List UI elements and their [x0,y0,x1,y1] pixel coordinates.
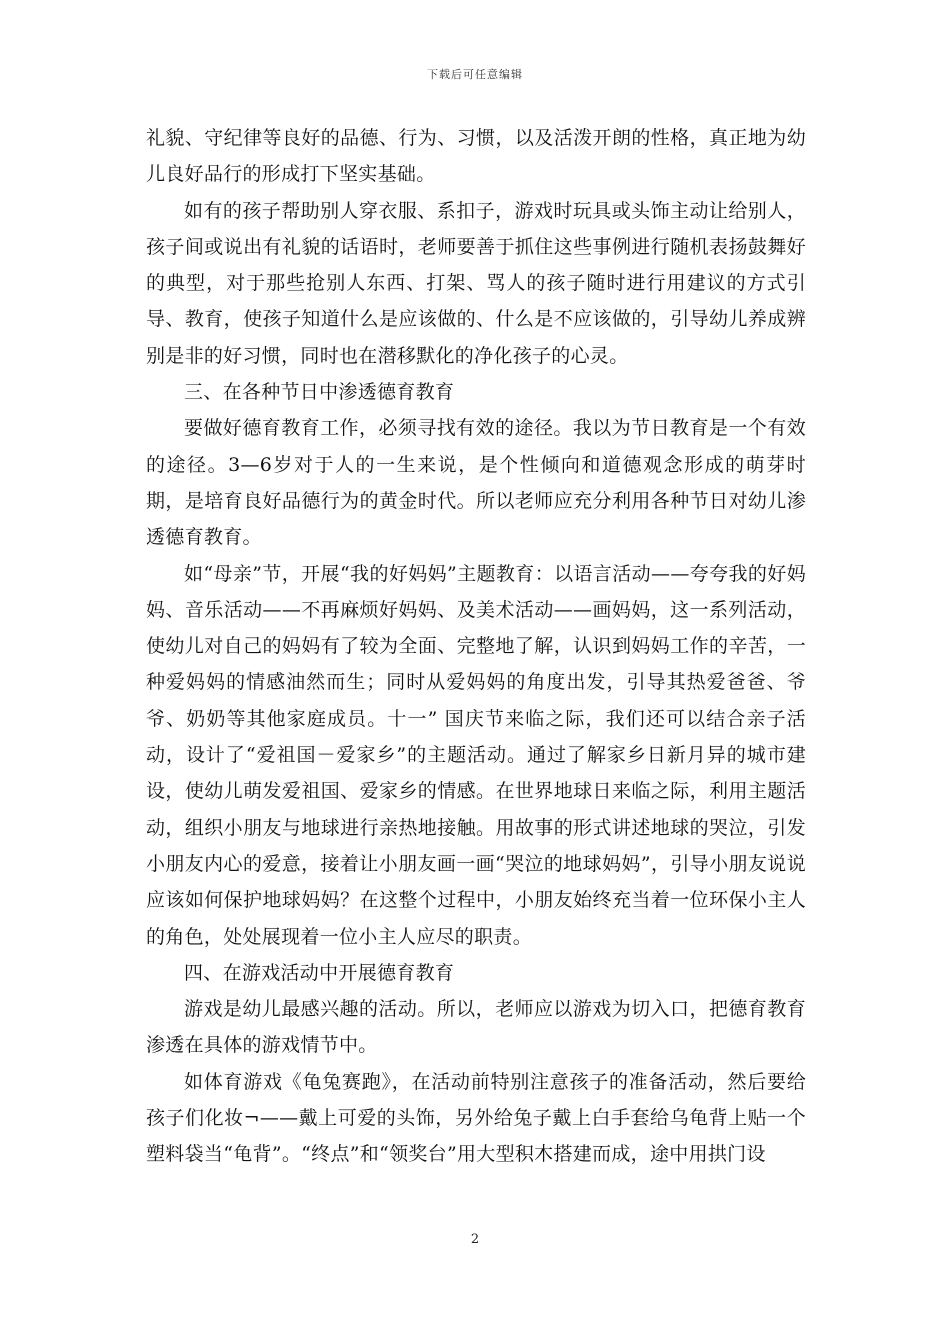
page-number: 2 [470,1232,480,1247]
paragraph-4: 要做好德育教育工作，必须寻找有效的途径。我以为节日教育是一个有效的途径。3—6岁对于人的一生来说，是个性倾向和道德观念形成的萌芽时期，是培育良好品德行为的黄金时代。所以老师应充分利用各种节日对幼儿渗透德育教育。 [146,417,806,549]
section-heading-3: 三、在各种节日中渗透德育教育 [184,381,455,404]
paragraph-7: 游戏是幼儿最感兴趣的活动。所以，老师应以游戏为切入口，把德育教育渗透在具体的游戏情节中。 [146,998,806,1057]
page-header: 下载后可任意编辑 [427,68,523,81]
section-heading-4: 四、在游戏活动中开展德育教育 [184,961,455,984]
paragraph-5: 如“母亲”节，开展“我的好妈妈”主题教育：以语言活动——夸夸我的好妈妈、音乐活动——不再麻烦好妈妈、及美术活动——画妈妈，这一系列活动，使幼儿对自己的妈妈有了较为全面、完整地了解，认识到妈妈工作的辛苦，一种爱妈妈的情感油然而生；同时从爱妈妈的角度出发，引导其热爱爸爸、爷爷、奶奶等其他家庭成员。十一” 国庆节来临之际，我们还可以结合亲子活动，设计了“爱祖国－爱家乡”的主题活动。通过了解家乡日新月异的城市建设，使幼儿萌发爱祖国、爱家乡的情感。在世界地球日来临之际，利用主题活动，组织小朋友与地球进行亲热地接触。用故事的形式讲述地球的哭泣，引发小朋友内心的爱意，接着让小朋友画一画“哭泣的地球妈妈”，引导小朋友说说应该如何保护地球妈妈？在这整个过程中，小朋友始终充当着一位环保小主人的角色，处处展现着一位小主人应尽的职责。 [146,562,806,948]
document-body [146,120,806,1173]
paragraph-8: 如体育游戏《龟兔赛跑》，在活动前特别注意孩子的准备活动，然后要给孩子们化妆¬——戴上可爱的头饰，另外给兔子戴上白手套给乌龟背上贴一个塑料袋当“龟背”。“终点”和“领奖台”用大型积木搭建而成，途中用拱门设 [146,1070,806,1166]
paragraph-2: 如有的孩子帮助别人穿衣服、系扣子，游戏时玩具或头饰主动让给别人，孩子间或说出有礼貌的话语时，老师要善于抓住这些事例进行随机表扬鼓舞好的典型，对于那些抢别人东西、打架、骂人的孩子随时进行用建议的方式引导、教育，使孩子知道什么是应该做的、什么是不应该做的，引导幼儿养成辨别是非的好习惯，同时也在潜移默化的净化孩子的心灵。 [146,199,806,367]
paragraph-1: 礼貌、守纪律等良好的品德、行为、习惯，以及活泼开朗的性格，真正地为幼儿良好品行的形成打下坚实基础。 [146,127,806,186]
